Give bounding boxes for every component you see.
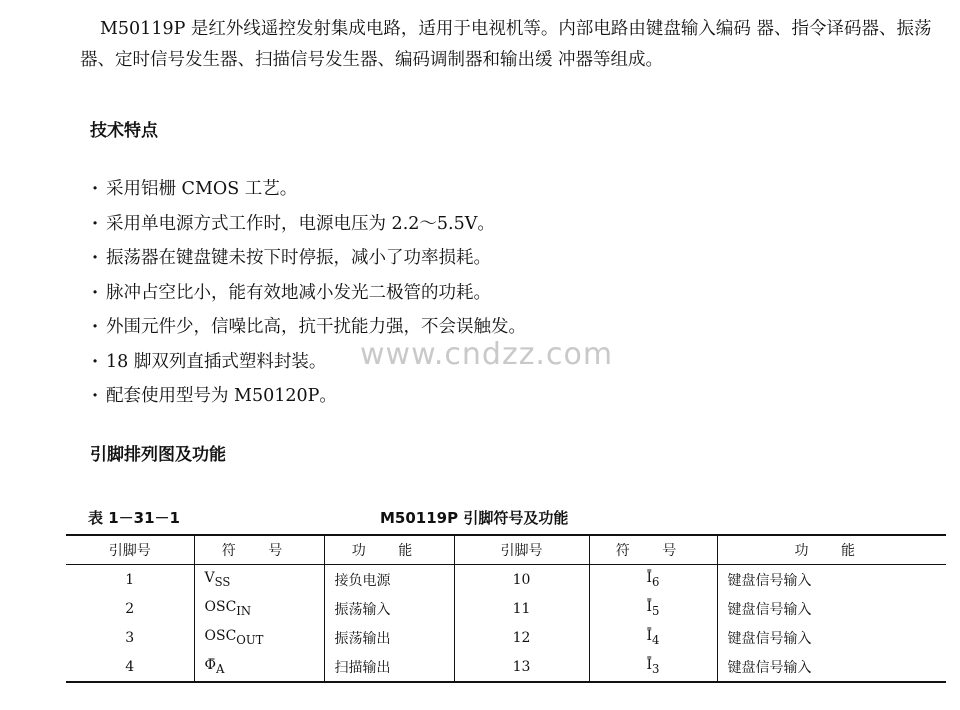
pin-function: 扫描输出 [324,652,454,682]
pin-symbol: $Ī_6$ [589,565,717,595]
intro-paragraph: M50119P 是红外线遥控发射集成电路，适用于电视机等。内部电路由键盘输入编码 器、指令译码器、振荡器、定时信号发生器、扫描信号发生器、编码调制器和输出缓 冲器等组成。 [80,19,932,70]
header-symbol: 符 号 [194,535,324,565]
table-row [66,652,946,682]
table-row [66,594,946,623]
pin-function: 键盘信号输入 [717,623,946,652]
features-heading: 技术特点 [90,121,158,141]
pin-function: 振荡输出 [324,623,454,652]
pin-number: 11 [454,594,589,623]
pin-symbol: $OSC_{OUT}$ [194,623,324,652]
feature-item: · 配套使用型号为 M50120P。 [92,379,526,414]
pin-function: 键盘信号输入 [717,652,946,682]
pin-function: 键盘信号输入 [717,594,946,623]
pin-number: 12 [454,623,589,652]
feature-item: · 外围元件少，信噪比高，抗干扰能力强，不会误触发。 [92,310,526,345]
pin-function: 键盘信号输入 [717,565,946,595]
pin-number: 4 [125,658,135,675]
header-pin: 引脚号 [66,535,194,565]
pin-symbol: $Ī_4$ [589,623,717,652]
pin-symbol: $Ī_3$ [589,652,717,682]
table-title: M50119P 引脚符号及功能 [380,509,569,527]
pin-symbol: $OSC_{IN}$ [194,594,324,623]
pin-symbol: $Ī_5$ [589,594,717,623]
pin-number: 3 [125,629,135,646]
table-number: 表 1－31－1 [88,509,180,527]
header-symbol: 符 号 [589,535,717,565]
feature-item: · 采用铝栅 CMOS 工艺。 [92,172,526,207]
pin-symbol: $V_{SS}$ [194,565,324,595]
pin-number: 1 [125,571,135,588]
header-function: 功 能 [717,535,946,565]
pin-number: 13 [454,652,589,682]
header-function: 功 能 [324,535,454,565]
pin-number: 10 [454,565,589,595]
feature-item: · 脉冲占空比小，能有效地减小发光二极管的功耗。 [92,276,526,311]
pin-number: 2 [125,600,135,617]
feature-item: · 采用单电源方式工作时，电源电压为 2.2～5.5V。 [92,207,526,242]
pin-function: 接负电源 [324,565,454,595]
table-header-row [66,535,946,565]
header-pin: 引脚号 [454,535,589,565]
pin-symbol: $\Phī_A$ [194,652,324,682]
pins-heading: 引脚排列图及功能 [90,445,226,465]
feature-item: · 振荡器在键盘键未按下时停振，减小了功率损耗。 [92,241,526,276]
pin-function: 振荡输入 [324,594,454,623]
watermark: www.cndzz.com [360,337,614,372]
feature-item: · 18 脚双列直插式塑料封装。 [92,345,526,380]
table-row [66,565,946,595]
table-row [66,623,946,652]
features-list [92,172,526,414]
pin-table [66,534,946,683]
